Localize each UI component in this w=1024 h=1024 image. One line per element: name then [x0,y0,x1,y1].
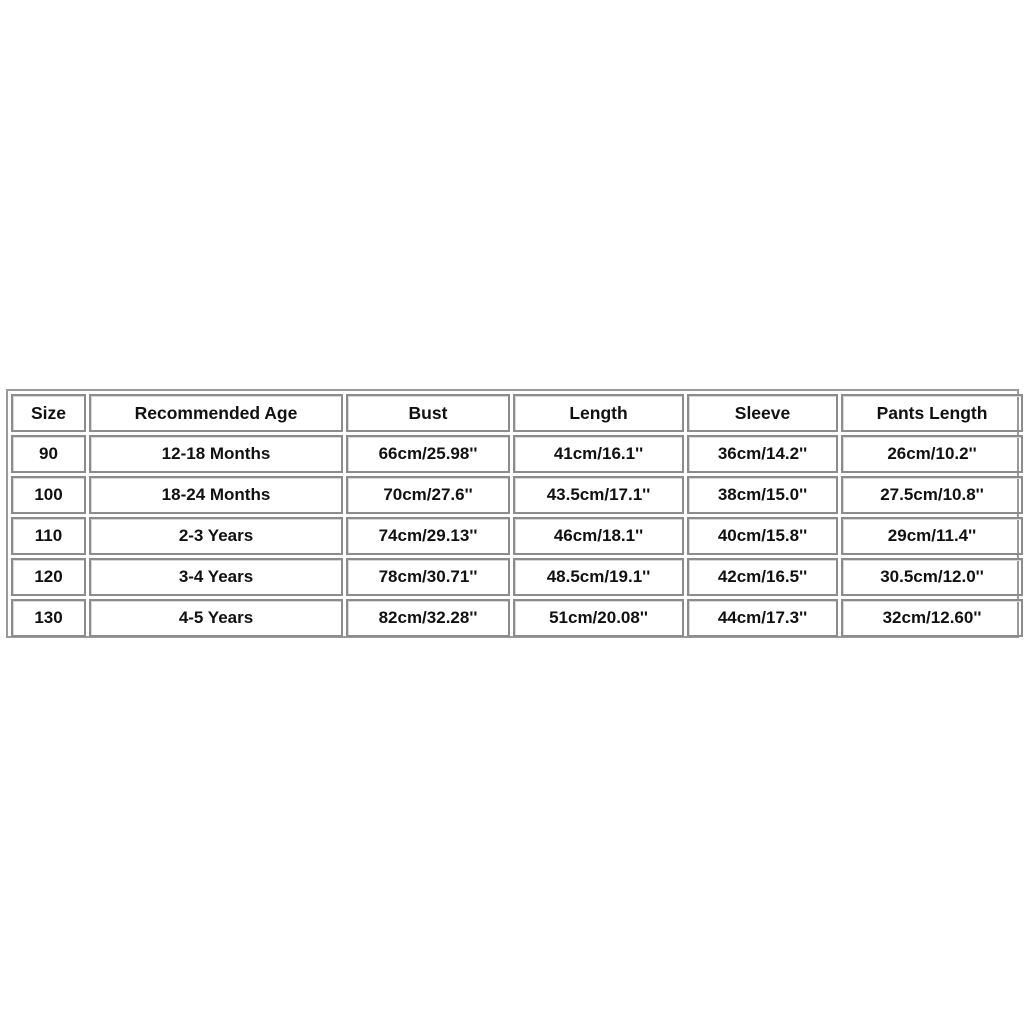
cell-bust: 78cm/30.71'' [346,558,510,596]
cell-pants-length: 26cm/10.2'' [841,435,1023,473]
table-row [11,558,1023,596]
cell-sleeve: 40cm/15.8'' [687,517,838,555]
cell-pants-length: 27.5cm/10.8'' [841,476,1023,514]
cell-bust: 74cm/29.13'' [346,517,510,555]
cell-pants-length: 30.5cm/12.0'' [841,558,1023,596]
cell-size: 120 [11,558,86,596]
cell-pants-length: 29cm/11.4'' [841,517,1023,555]
table-row [11,435,1023,473]
cell-recommended-age: 18-24 Months [89,476,343,514]
cell-length: 48.5cm/19.1'' [513,558,684,596]
cell-length: 51cm/20.08'' [513,599,684,637]
cell-length: 41cm/16.1'' [513,435,684,473]
table-row [11,476,1023,514]
size-chart-table [8,391,1024,640]
cell-bust: 82cm/32.28'' [346,599,510,637]
cell-bust: 70cm/27.6'' [346,476,510,514]
cell-sleeve: 36cm/14.2'' [687,435,838,473]
table-header-row [11,394,1023,432]
cell-sleeve: 44cm/17.3'' [687,599,838,637]
cell-recommended-age: 4-5 Years [89,599,343,637]
cell-length: 46cm/18.1'' [513,517,684,555]
size-chart [6,389,1019,638]
header-recommended-age: Recommended Age [89,394,343,432]
header-pants-length: Pants Length [841,394,1023,432]
cell-sleeve: 38cm/15.0'' [687,476,838,514]
header-size: Size [11,394,86,432]
cell-bust: 66cm/25.98'' [346,435,510,473]
table-row [11,599,1023,637]
cell-size: 130 [11,599,86,637]
cell-size: 110 [11,517,86,555]
header-bust: Bust [346,394,510,432]
cell-length: 43.5cm/17.1'' [513,476,684,514]
header-sleeve: Sleeve [687,394,838,432]
cell-recommended-age: 12-18 Months [89,435,343,473]
table-row [11,517,1023,555]
cell-pants-length: 32cm/12.60'' [841,599,1023,637]
header-length: Length [513,394,684,432]
cell-recommended-age: 2-3 Years [89,517,343,555]
cell-recommended-age: 3-4 Years [89,558,343,596]
cell-size: 90 [11,435,86,473]
cell-size: 100 [11,476,86,514]
cell-sleeve: 42cm/16.5'' [687,558,838,596]
